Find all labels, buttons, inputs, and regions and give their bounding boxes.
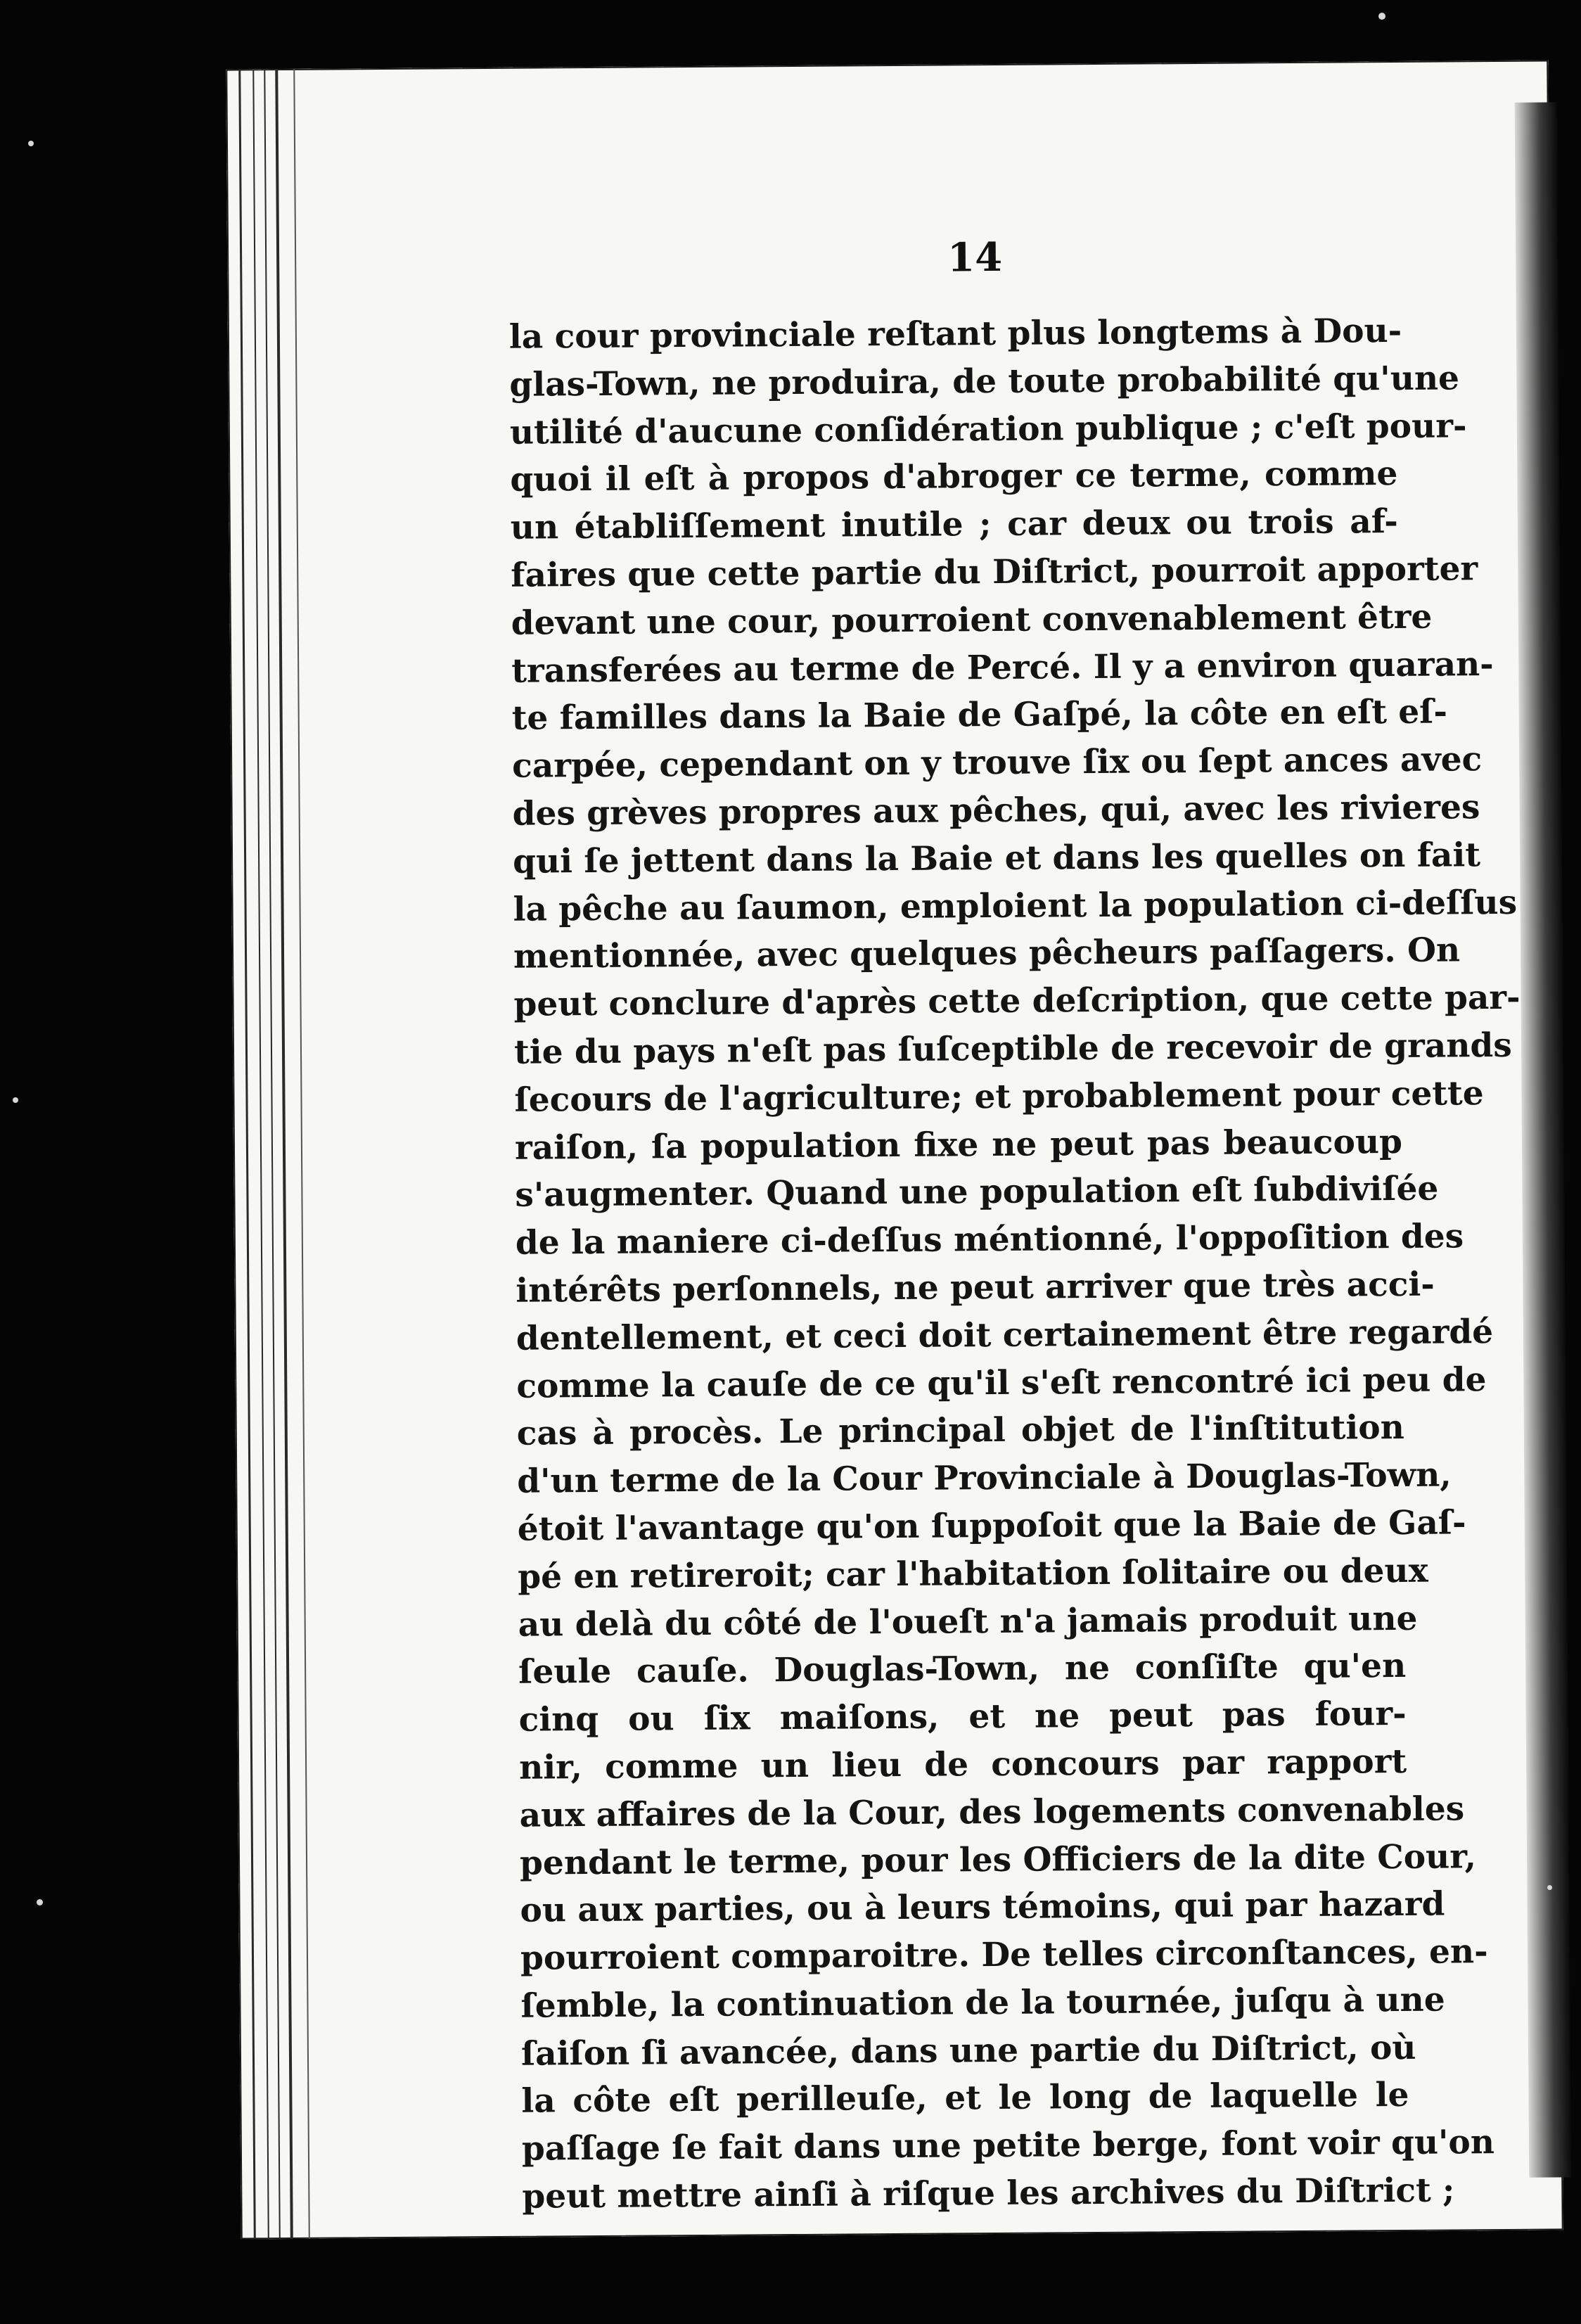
text-line: comme la cauſe de ce qu'il s'eſt rencontré ici peu de <box>516 1360 1487 1406</box>
binding-rule <box>293 69 310 2239</box>
body-text <box>508 307 1521 2221</box>
text-line: ſaiſon ſi avancée, dans une partie du Diſtrict, où <box>520 2028 1416 2074</box>
text-line: ſeule cauſe. Douglas-Town, ne conſiſte qu'en <box>518 1647 1407 1692</box>
text-line: transferées au terme de Percé. Il y a environ quaran- <box>511 644 1494 691</box>
text-line: cinq ou ſix maiſons, et ne peut pas four- <box>518 1694 1407 1739</box>
text-line: peut mettre ainſi à riſque les archives du Diſtrict ; <box>522 2171 1455 2216</box>
text-line: des grèves propres aux pêches, qui, avec les rivieres <box>512 788 1480 834</box>
text-line: faires que cette partie du Diſtrict, pourroit apporter <box>511 549 1478 595</box>
text-line: ſecours de l'agriculture; et probablement pour cette <box>514 1073 1484 1120</box>
text-line: intérêts perſonnels, ne peut arriver que très acci- <box>516 1265 1435 1310</box>
text-line: au delà du côté de l'oueſt n'a jamais produit une <box>518 1599 1418 1645</box>
dust-speck <box>1547 1885 1552 1890</box>
text-line: cas à procès. Le principal objet de l'inſtitution <box>516 1408 1404 1454</box>
text-line: pendant le terme, pour les Officiers de la dite Cour, <box>519 1837 1477 1883</box>
text-line: la côte eſt perilleuſe, et le long de laquelle le <box>521 2076 1409 2121</box>
text-line: la cour provinciale reſtant plus longtems à Dou- <box>508 311 1402 357</box>
text-line: s'augmenter. Quand une population eſt ſubdiviſée <box>515 1169 1439 1215</box>
text-line: ſemble, la continuation de la tournée, juſqu à une <box>520 1980 1445 2026</box>
text-line: tie du pays n'eſt pas ſuſceptible de recevoir de grands <box>513 1026 1512 1072</box>
text-line: mentionnée, avec quelques pêcheurs paſſagers. On <box>513 931 1461 977</box>
binding-rule <box>238 69 256 2239</box>
text-line: ou aux parties, ou à leurs témoins, qui par hazard <box>520 1884 1445 1931</box>
text-line: te familles dans la Baie de Gaſpé, la côte en eſt eſ- <box>511 692 1448 739</box>
text-line: peut conclure d'après cette deſcription, que cette par- <box>513 978 1521 1024</box>
text-line: pé en retireroit; car l'habitation ſolitaire ou deux <box>518 1551 1428 1597</box>
text-line: étoit l'avantage qu'on ſuppoſoit que la Baie de Gaſ- <box>517 1503 1466 1549</box>
text-line: carpée, cependant on y trouve ſix ou ſept ances avec <box>511 740 1483 786</box>
text-line: aux affaires de la Cour, des logements convenables <box>519 1789 1465 1835</box>
dust-speck <box>1378 13 1385 20</box>
dust-speck <box>28 141 34 146</box>
text-line: devant une cour, pourroient convenablement être <box>511 597 1433 643</box>
dust-speck <box>13 1097 18 1103</box>
text-line: glas-Town, ne produira, de toute probabilité qu'une <box>509 359 1460 404</box>
page-number: 14 <box>947 234 1003 281</box>
text-line: raiſon, ſa population fixe ne peut pas beaucoup <box>514 1122 1403 1168</box>
text-line: utilité d'aucune conſidération publique ; c'eſt pour- <box>509 406 1467 452</box>
text-line: nir, comme un lieu de concours par rapport <box>518 1742 1407 1787</box>
page-edge-shadow <box>1515 102 1572 2177</box>
scanned-page <box>226 60 1563 2239</box>
text-line: la pêche au ſaumon, emploient la population ci-deſſus <box>513 883 1518 929</box>
text-line: pourroient comparoitre. De telles circonſtances, en- <box>520 1932 1488 1978</box>
text-line: de la maniere ci-deſſus méntionné, l'oppoſition des <box>515 1217 1464 1263</box>
text-line: dentellement, et ceci doit certainement être regardé <box>516 1312 1494 1358</box>
text-line: quoi il eſt à propos d'abroger ce terme, comme <box>510 454 1398 500</box>
text-line: un établiſſement inutile ; car deux ou trois af- <box>510 502 1398 547</box>
text-line: qui ſe jettent dans la Baie et dans les quelles on fait <box>512 835 1481 881</box>
text-line: paſſage ſe fait dans une petite berge, font voir qu'on <box>521 2123 1495 2169</box>
text-line: d'un terme de la Cour Provinciale à Douglas-Town, <box>517 1455 1452 1501</box>
dust-speck <box>37 1899 43 1905</box>
